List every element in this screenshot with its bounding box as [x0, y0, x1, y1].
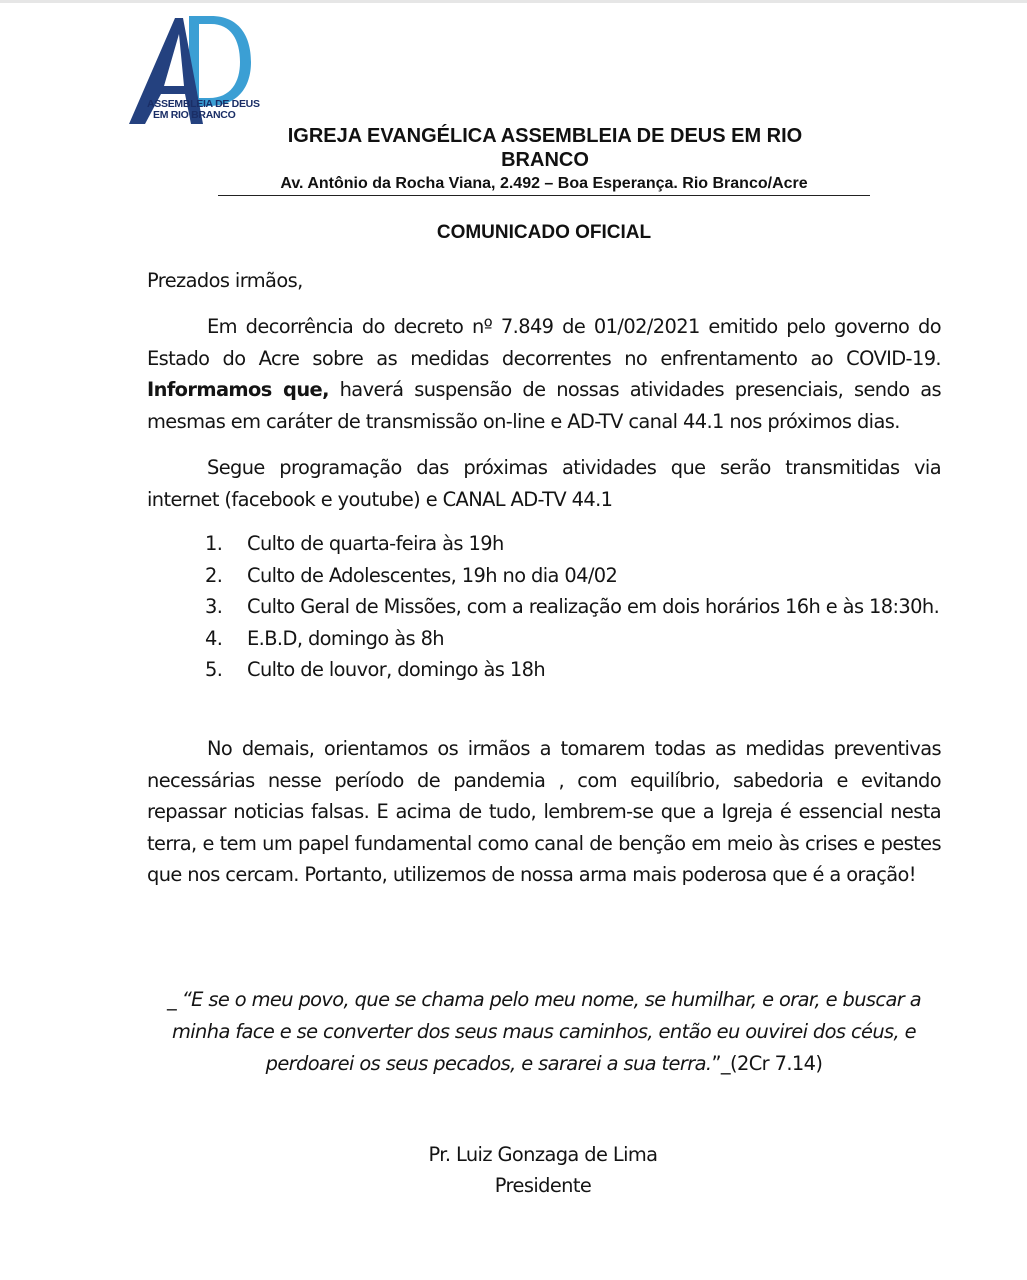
paragraph-decree-bold-lead: Informamos que, — [147, 378, 329, 401]
schedule-item — [205, 528, 941, 560]
schedule-list — [205, 528, 941, 686]
schedule-item-text: Culto de quarta-feira às 19h — [247, 532, 504, 555]
paragraph-decree — [147, 311, 941, 437]
schedule-item — [205, 560, 941, 592]
page-top-border — [0, 0, 1027, 3]
schedule-item — [205, 591, 941, 623]
logo-subtitle-line1: ASSEMBLEIA DE DEUS — [147, 98, 260, 110]
schedule-item-text: Culto Geral de Missões, com a realização em dois horários 16h e às 18:30h. — [247, 595, 940, 618]
schedule-item-number: 5. — [205, 658, 223, 681]
quote-prefix: _ — [167, 988, 182, 1011]
schedule-item-text: E.B.D, domingo às 8h — [247, 626, 444, 650]
schedule-item-number: 4. — [205, 626, 223, 650]
schedule-item-text: Culto de louvor, domingo às 18h — [247, 658, 546, 681]
signature-block — [343, 1139, 743, 1201]
schedule-item-number: 3. — [205, 595, 223, 618]
schedule-item-text: Culto de Adolescentes, 19h no dia 04/02 — [247, 563, 618, 587]
document-title: COMUNICADO OFICIAL — [436, 222, 652, 243]
church-logo — [127, 12, 260, 130]
quote-suffix: ”_ — [711, 1052, 731, 1075]
paragraph-decree-intro: Em decorrência do decreto nº 7.849 de 01/02/2021 emitido pelo governo do Estado do Acre sobre as medidas decorrentes no enfrentamento ao COVID-19. — [147, 315, 941, 370]
logo-subtitle-line2: EM RIO BRANCO — [153, 109, 236, 121]
bible-quote — [147, 984, 941, 1080]
signature-role: Presidente — [494, 1174, 592, 1197]
paragraph-guidance: No demais, orientamos os irmãos a tomarem todas as medidas preventivas necessárias nesse período de pandemia , com equilíbrio, sabedoria e evitando repassar noticias falsas. E acima de tudo, lembrem-se que a Igreja é essencial nesta terra, e tem um papel fundamental como canal de benção em meio às crises e pestes que nos cercam. Portanto, utilizemos de nossa arma mais poderosa que é a oração! — [147, 737, 941, 886]
paragraph-decree-rest: haverá suspensão de nossas atividades presenciais, sendo as mesmas em caráter de transmissão on-line e AD-TV canal 44.1 nos próximos dias. — [147, 378, 941, 433]
schedule-item-number: 2. — [205, 563, 223, 587]
church-name-heading: IGREJA EVANGÉLICA ASSEMBLEIA DE DEUS EM RIO BRANCO — [287, 125, 803, 171]
schedule-item-number: 1. — [205, 532, 223, 555]
church-address: Av. Antônio da Rocha Viana, 2.492 – Boa Esperança. Rio Branco/Acre — [218, 174, 870, 196]
quote-text: “E se o meu povo, que se chama pelo meu nome, se humilhar, e orar, e buscar a minha face e se converter dos seus maus caminhos, então eu ouvirei dos céus, e perdoarei os seus pecados, e sararei a sua terra. — [171, 988, 921, 1075]
greeting: Prezados irmãos, — [147, 269, 303, 292]
paragraph-schedule-intro: Segue programação das próximas atividades que serão transmitidas via internet (facebook e youtube) e CANAL AD-TV 44.1 — [147, 456, 941, 511]
schedule-item — [205, 623, 941, 655]
schedule-item — [205, 654, 941, 686]
signature-name: Pr. Luiz Gonzaga de Lima — [428, 1143, 658, 1166]
quote-reference: (2Cr 7.14) — [730, 1052, 823, 1075]
